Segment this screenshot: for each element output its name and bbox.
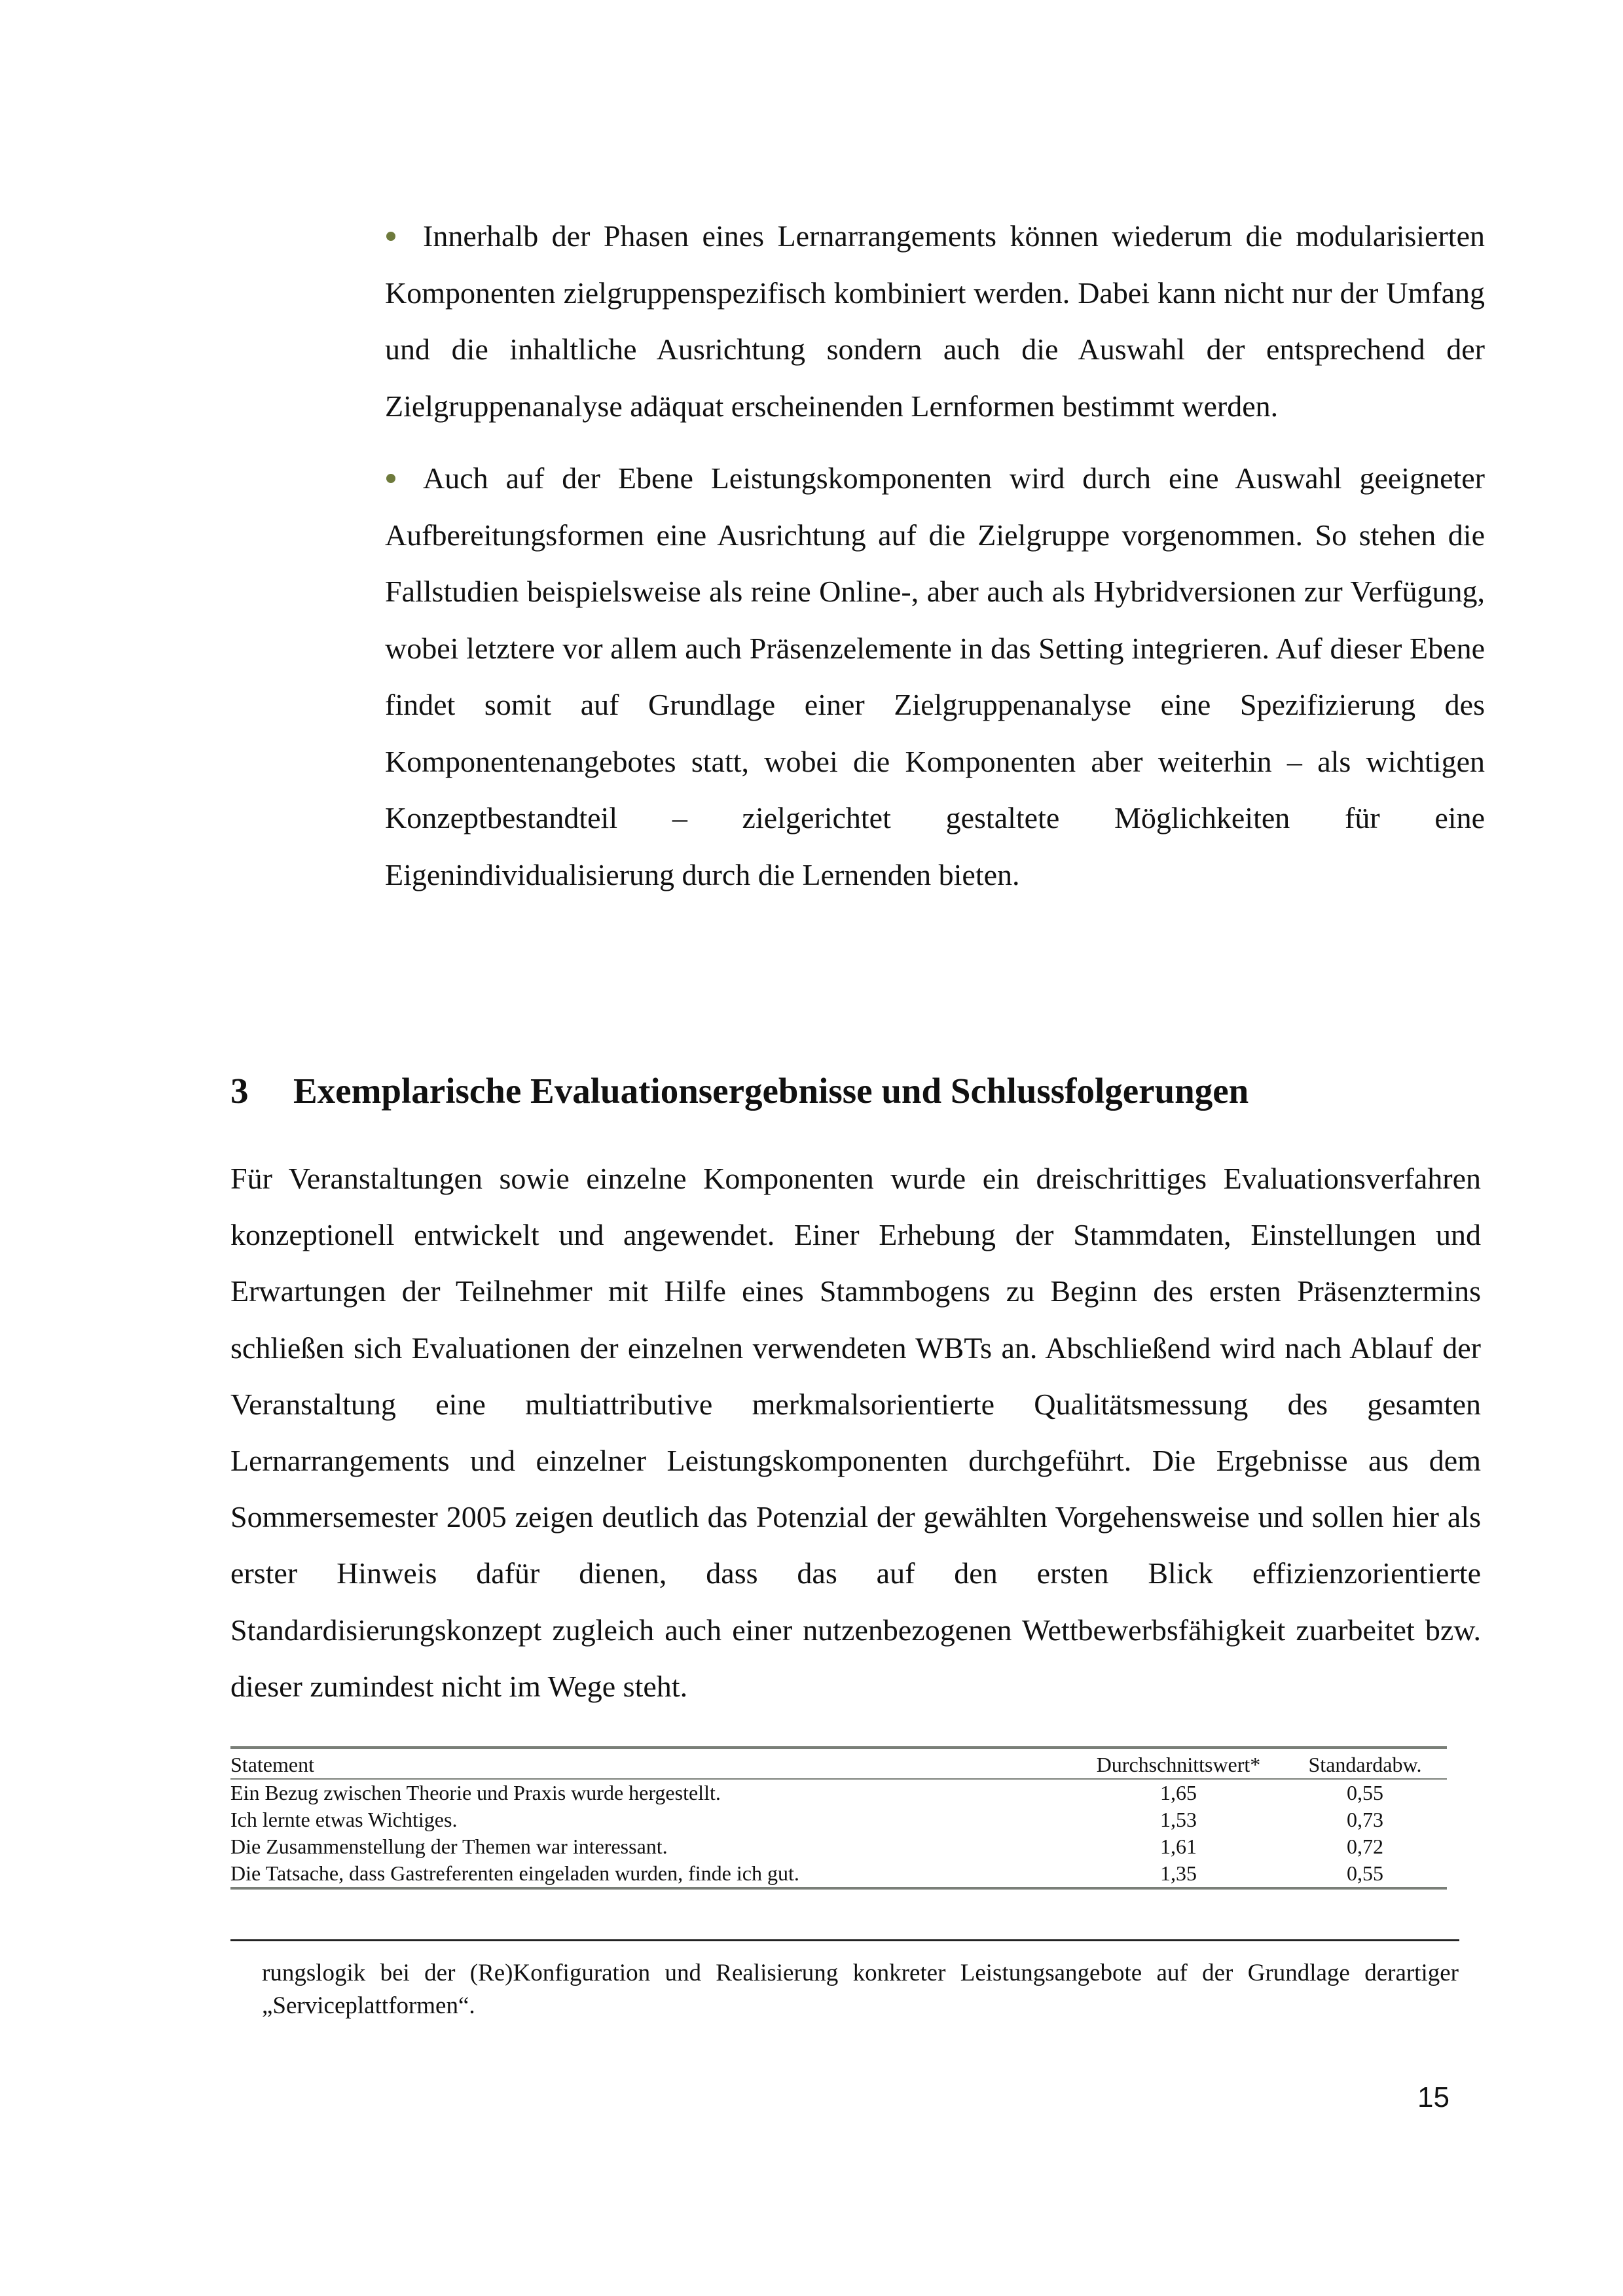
table-cell: Die Zusammenstellung der Themen war interessant.: [230, 1835, 668, 1858]
table-bottom-rule: [230, 1887, 1447, 1890]
table-cell: 1,61: [1160, 1835, 1197, 1858]
table-cell: Die Tatsache, dass Gastreferenten eingeladen wurden, finde ich gut.: [230, 1861, 799, 1885]
table-header-cell: Durchschnittswert*: [1096, 1753, 1261, 1776]
table-row: [230, 1780, 1447, 1806]
section-title: Exemplarische Evaluationsergebnisse und Schlussfolgerungen: [293, 1071, 1249, 1111]
page-number: 15: [1417, 2081, 1450, 2113]
bullet-item: [385, 208, 1485, 435]
bullet-dot-icon: [386, 474, 395, 483]
body-paragraph: Für Veranstaltungen sowie einzelne Komponenten wurde ein dreischrittiges Evaluationsverfahren konzeptionell entwickelt und angewendet. Einer Erhebung der Stammdaten, Einstellungen und Erwartungen der Teilnehmer mit Hilfe eines Stammbogens zu Beginn des ersten Präsenztermins schließen sich Evaluationen der einzelnen verwendeten WBTs an. Abschließend wird nach Ablauf der Veranstaltung eine multiattributive merkmalsorientierte Qualitätsmessung des gesamten Lernarrangements und einzelner Leistungskomponenten durchgeführt. Die Ergebnisse aus dem Sommersemester 2005 zeigen deutlich das Potenzial der gewählten Vorgehensweise und sollen hier als erster Hinweis dafür dienen, dass das auf den ersten Blick effizienzorientierte Standardisierungskonzept zugleich auch einer nutzenbezogenen Wettbewerbsfähigkeit zuarbeitet bzw. dieser zumindest nicht im Wege steht.: [230, 1162, 1481, 1703]
table-row: [230, 1833, 1447, 1860]
table-cell: Ein Bezug zwischen Theorie und Praxis wurde hergestellt.: [230, 1781, 721, 1804]
footnote-separator: [230, 1939, 1459, 1941]
table-cell: 0,72: [1347, 1835, 1383, 1858]
bullet-text: Innerhalb der Phasen eines Lernarrangements können wiederum die modularisierten Komponenten zielgruppenspezifisch kombiniert werden. Dabei kann nicht nur der Umfang und die inhaltliche Ausrichtung sondern auch die Auswahl der entsprechend der Zielgruppenanalyse adäquat erscheinenden Lernformen bestimmt werden.: [385, 219, 1485, 423]
evaluation-table: [230, 1746, 1447, 1890]
table-header-cell: Statement: [230, 1753, 314, 1776]
bullet-list: [385, 208, 1485, 919]
table-cell: 1,53: [1160, 1808, 1197, 1831]
table-cell: 1,35: [1160, 1861, 1197, 1885]
table-header-cell: Standardabw.: [1308, 1753, 1422, 1776]
bullet-dot-icon: [386, 232, 395, 241]
table-header-row: [230, 1749, 1447, 1778]
bullet-item: [385, 450, 1485, 903]
table-cell: 1,65: [1160, 1781, 1197, 1804]
table-row: [230, 1806, 1447, 1833]
section-number: 3: [230, 1071, 249, 1111]
footnote: rungslogik bei der (Re)Konfiguration und Realisierung konkreter Leistungsangebote auf der Grundlage derartiger „Serviceplattformen“.: [262, 1960, 1459, 2019]
table-row: [230, 1860, 1447, 1887]
table-cell: 0,55: [1347, 1861, 1383, 1885]
table-cell: Ich lernte etwas Wichtiges.: [230, 1808, 458, 1831]
table-cell: 0,73: [1347, 1808, 1383, 1831]
bullet-text: Auch auf der Ebene Leistungskomponenten wird durch eine Auswahl geeigneter Aufbereitungsformen eine Ausrichtung auf die Zielgruppe vorgenommen. So stehen die Fallstudien beispielsweise als reine Online-, aber auch als Hybridversionen zur Verfügung, wobei letztere vor allem auch Präsenzelemente in das Setting integrieren. Auf dieser Ebene findet somit auf Grundlage einer Zielgruppenanalyse eine Spezifizierung des Komponentenangebotes statt, wobei die Komponenten aber weiterhin – als wichtigen Konzeptbestandteil – zielgerichtet gestaltete Möglichkeiten für eine Eigenindividualisierung durch die Lernenden bieten.: [385, 461, 1485, 891]
table-cell: 0,55: [1347, 1781, 1383, 1804]
section-heading: [230, 1068, 1249, 1114]
